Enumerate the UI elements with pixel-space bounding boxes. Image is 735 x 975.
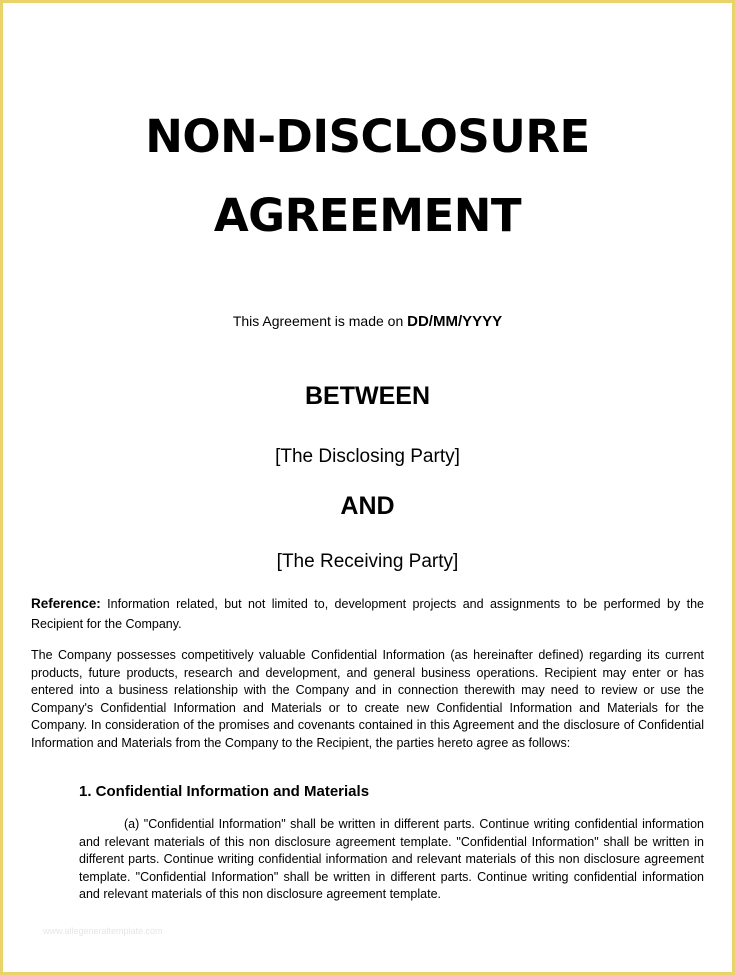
disclosing-party: [The Disclosing Party] <box>275 446 460 467</box>
reference-text: Information related, but not limited to, development projects and assignments to be performed by the Recipient for the Company. <box>31 597 704 631</box>
made-on-prefix: This Agreement is made on <box>232 313 408 329</box>
title-line-2: AGREEMENT <box>213 189 522 242</box>
title-line-1: NON-DISCLOSURE <box>145 110 590 163</box>
reference-label: Reference: <box>31 596 101 611</box>
section-1-heading: 1. Confidential Information and Materials <box>79 783 370 800</box>
clause-a: (a) "Confidential Information" shall be written in different parts. Continue writing confidential information and relevant materials of this non disclosure agreement template. "Confidential Information" shall be written in different parts. Continue writing confidential information and relevant materials of this non disclosure agreement template. "Confidential Information" shall be written in different parts. Continue writing confidential information and relevant materials of this non disclosure agreement template. <box>79 817 704 902</box>
receiving-party: [The Receiving Party] <box>276 551 459 572</box>
intro-paragraph: The Company possesses competitively valuable Confidential Information (as hereinafter defined) regarding its current products, future products, research and development, and general business operations. Recipient may enter or has entered into a business relationship with the Company and in connection therewith may need to review or use the Company's Confidential Information and Materials or to create new Confidential Information and Materials for the Company. In consideration of the promises and covenants contained in this Agreement and the disclosure of Confidential Information and Materials from the Company to the Recipient, the parties hereto agree as follows: <box>31 648 704 750</box>
agreement-date-line <box>3 313 732 330</box>
reference-paragraph <box>31 594 704 634</box>
watermark-text: www.allegeneraltemplate.com <box>43 926 163 936</box>
and-heading: AND <box>340 492 395 520</box>
made-on-date: DD/MM/YYYY <box>407 313 503 330</box>
between-heading: BETWEEN <box>305 382 430 410</box>
